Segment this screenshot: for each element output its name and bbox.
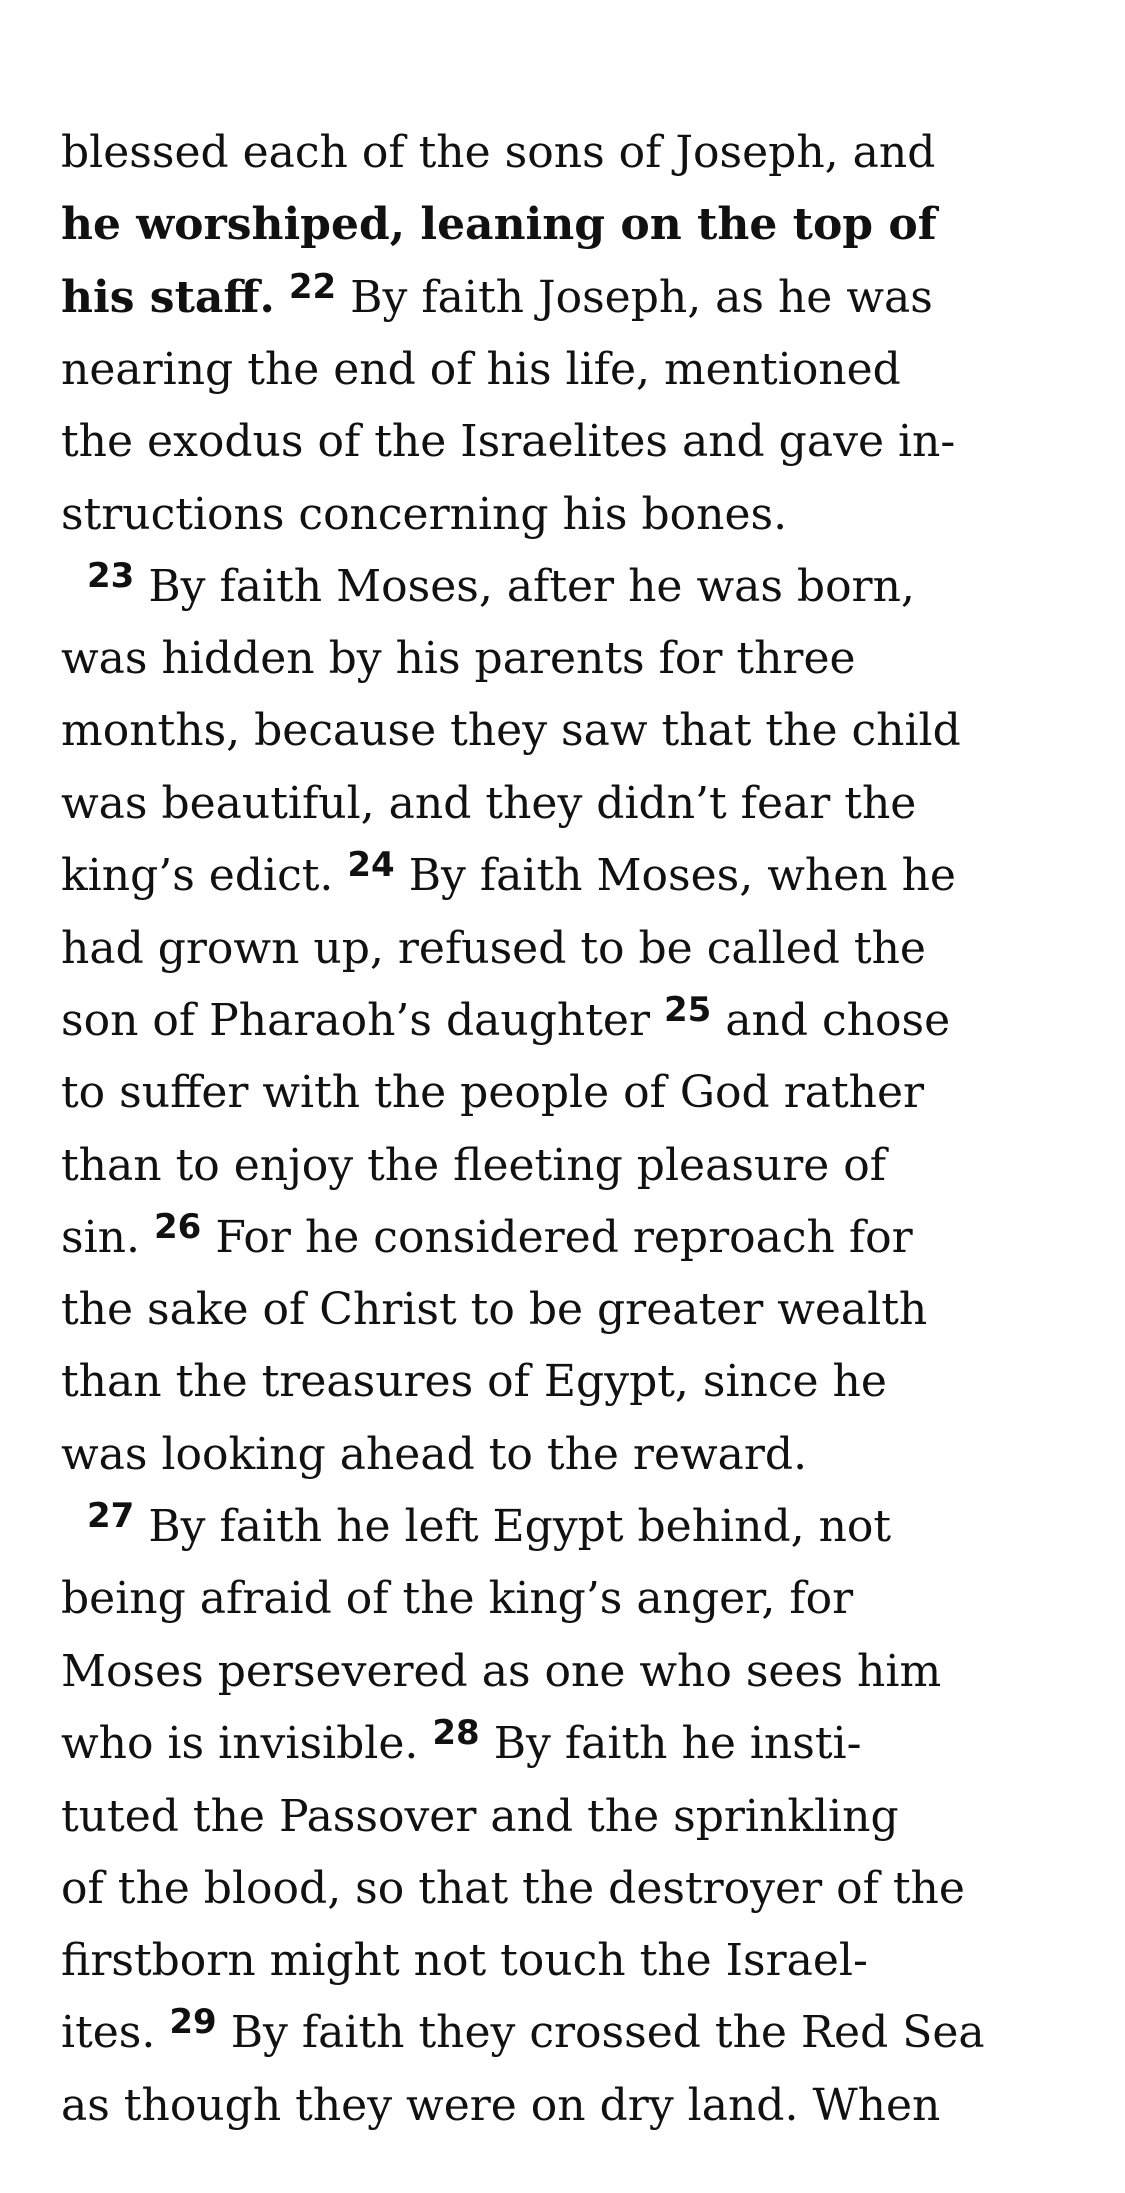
verse-number: 25 [663,990,712,1030]
text-segment: and chose [725,995,951,1046]
text-segment: being afraid of the king’s anger, for [61,1573,854,1624]
text-line [61,117,935,189]
text-segment: was looking ahead to the reward. [61,1429,808,1480]
text-segment: than to enjoy the fleeting pleasure of [61,1140,887,1191]
text-line [61,1274,927,1346]
verse-number: 24 [347,845,395,885]
text-line [61,1563,853,1635]
text-line [61,623,856,695]
text-segment: ites. [61,2007,156,2058]
text-segment: firstborn might not touch the Israel- [61,1935,868,1986]
text-line [61,1853,965,1925]
text-segment: the exodus of the Israelites and gave in- [61,416,956,467]
text-segment: the sake of Christ to be greater wealth [61,1284,928,1335]
text-segment: was hidden by his parents for three [61,633,856,684]
text-segment: than the treasures of Egypt, since he [61,1356,887,1407]
verse-number: 22 [288,267,337,307]
verse-number: 29 [169,2002,217,2042]
verse-number: 28 [432,1713,480,1753]
verse-number: 23 [87,556,135,596]
text-segment: as though they were on dry land. When [61,2080,941,2131]
text-segment: king’s edict. [61,850,334,901]
text-line [61,985,950,1057]
text-line [61,1346,887,1418]
verse-number: 26 [153,1207,202,1247]
text-line [61,1419,807,1491]
text-line [61,1202,913,1274]
text-segment: By faith he left Egypt behind, not [148,1501,892,1552]
text-line [61,406,955,478]
text-line [61,1781,899,1853]
quoted-scripture-text: he worshiped, leaning on the top of [61,199,937,250]
text-line [61,262,933,334]
text-line [61,189,937,261]
text-segment: months, because they saw that the child [61,705,961,756]
text-line [87,551,915,623]
text-line [61,695,961,767]
text-line [61,2070,940,2142]
text-line [61,1130,886,1202]
verse-number: 27 [87,1496,135,1536]
text-segment: nearing the end of his life, mentioned [61,344,901,395]
text-segment: had grown up, refused to be called the [61,923,926,974]
text-segment: son of Pharaoh’s daughter [61,995,650,1046]
text-line [61,1057,924,1129]
text-line [61,1636,941,1708]
text-line [61,840,956,912]
text-line [61,1925,868,1997]
text-line [61,1708,861,1780]
text-segment: blessed each of the sons of Joseph, and [61,127,936,178]
text-line [61,768,916,840]
text-segment: By faith Joseph, as he was [350,272,933,323]
quoted-scripture-text: his staff. [61,272,275,323]
text-segment: structions concerning his bones. [61,489,788,540]
text-segment: By faith they crossed the Red Sea [230,2007,985,2058]
text-segment: Moses persevered as one who sees him [61,1646,942,1697]
text-segment: was beautiful, and they didn’t fear the [61,778,917,829]
text-segment: to suffer with the people of God rather [61,1067,925,1118]
text-line [61,913,926,985]
text-segment: sin. [61,1212,140,1263]
text-segment: For he considered reproach for [215,1212,913,1263]
text-line [61,1997,985,2069]
text-segment: By faith Moses, after he was born, [148,561,915,612]
text-line [61,479,787,551]
text-segment: By faith Moses, when he [408,850,956,901]
text-segment: tuted the Passover and the sprinkling [61,1791,899,1842]
text-segment: By faith he insti- [493,1718,862,1769]
text-segment: who is invisible. [61,1718,419,1769]
text-line [61,334,901,406]
text-line [87,1491,891,1563]
text-segment: of the blood, so that the destroyer of the [61,1863,965,1914]
